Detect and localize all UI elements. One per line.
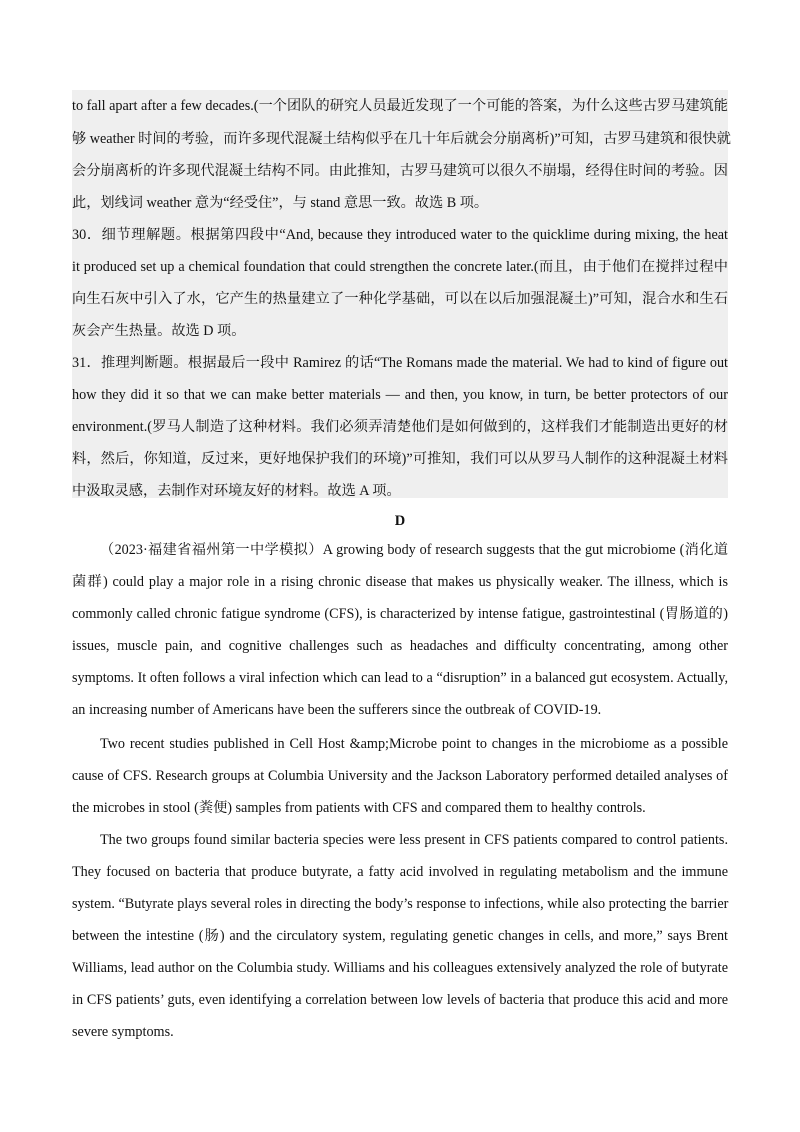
passage-line: 菌群) could play a major role in a rising chronic disease that makes us physically weaker. The illness, which is [72,574,728,590]
passage-line: Williams, lead author on the Columbia study. Williams and his colleagues extensively analyzed the role of butyrate [72,960,728,976]
answer-line: it produced set up a chemical foundation that could strengthen the concrete later.(而且，由于他们在搅拌过程中 [72,259,728,275]
answer-line: 向生石灰中引入了水，它产生的热量建立了一种化学基础，可以在以后加强混凝土)”可知，混合水和生石 [72,291,728,307]
answer-line: to fall apart after a few decades.(一个团队的研究人员最近发现了一个可能的答案，为什么这些古罗马建筑能 [72,98,728,114]
answer-line: 灰会产生热量。故选 D 项。 [72,323,246,339]
answer-line: environment.(罗马人制造了这种材料。我们必须弄清楚他们是如何做到的，这样我们才能制造出更好的材 [72,419,728,435]
passage-line: an increasing number of Americans have been the sufferers since the outbreak of COVID-19. [72,702,602,718]
answer-line: 30．细节理解题。根据第四段中“And, because they introduced water to the quicklime during mixing, the heat [72,227,728,243]
section-heading: D [394,513,406,529]
answer-line: 此，划线词 weather 意为“经受住”，与 stand 意思一致。故选 B 项。 [72,195,489,211]
passage-line: between the intestine (肠) and the circulatory system, regulating genetic changes in cells, and more,” says Brent [72,928,728,944]
passage-line: （2023·福建省福州第一中学模拟）A growing body of research suggests that the gut microbiome (消化道 [100,542,728,558]
passage-line: Two recent studies published in Cell Host &amp;Microbe point to changes in the microbiome as a possible [100,736,728,752]
passage-line: cause of CFS. Research groups at Columbia University and the Jackson Laboratory performed detailed analyses of [72,768,728,784]
passage-line: the microbes in stool (粪便) samples from patients with CFS and compared them to healthy controls. [72,800,646,816]
answer-line: 31．推理判断题。根据最后一段中 Ramirez 的话“The Romans made the material. We had to kind of figure out [72,355,728,371]
passage-line: issues, muscle pain, and cognitive challenges such as headaches and difficulty concentrating, among other [72,638,728,654]
passage-line: commonly called chronic fatigue syndrome (CFS), is characterized by intense fatigue, gastrointestinal (胃肠道的) [72,606,728,622]
passage-line: symptoms. It often follows a viral infection which can lead to a “disruption” in a balanced gut ecosystem. Actually, [72,670,728,686]
passage-line: They focused on bacteria that produce butyrate, a fatty acid involved in regulating metabolism and the immune [72,864,728,880]
passage-line: The two groups found similar bacteria species were less present in CFS patients compared to control patients. [100,832,728,848]
answer-line: 中汲取灵感，去制作对环境友好的材料。故选 A 项。 [72,483,401,499]
answer-line: 料，然后，你知道，反过来，更好地保护我们的环境)”可推知，我们可以从罗马人制作的这种混凝土材料 [72,451,728,467]
answer-line: 会分崩离析的许多现代混凝土结构不同。由此推知，古罗马建筑可以很久不崩塌，经得住时间的考验。因 [72,163,728,179]
passage-line: in CFS patients’ guts, even identifying a correlation between low levels of bacteria that produce this acid and more [72,992,728,1008]
answer-line: how they did it so that we can make better materials — and then, you know, in turn, be better protectors of our [72,387,728,403]
passage-line: system. “Butyrate plays several roles in directing the body’s response to infections, while also protecting the barrier [72,896,729,912]
passage-line: severe symptoms. [72,1024,174,1040]
answer-line: 够 weather 时间的考验，而许多现代混凝土结构似乎在几十年后就会分崩离析)”可知，古罗马建筑和很快就 [72,131,731,147]
